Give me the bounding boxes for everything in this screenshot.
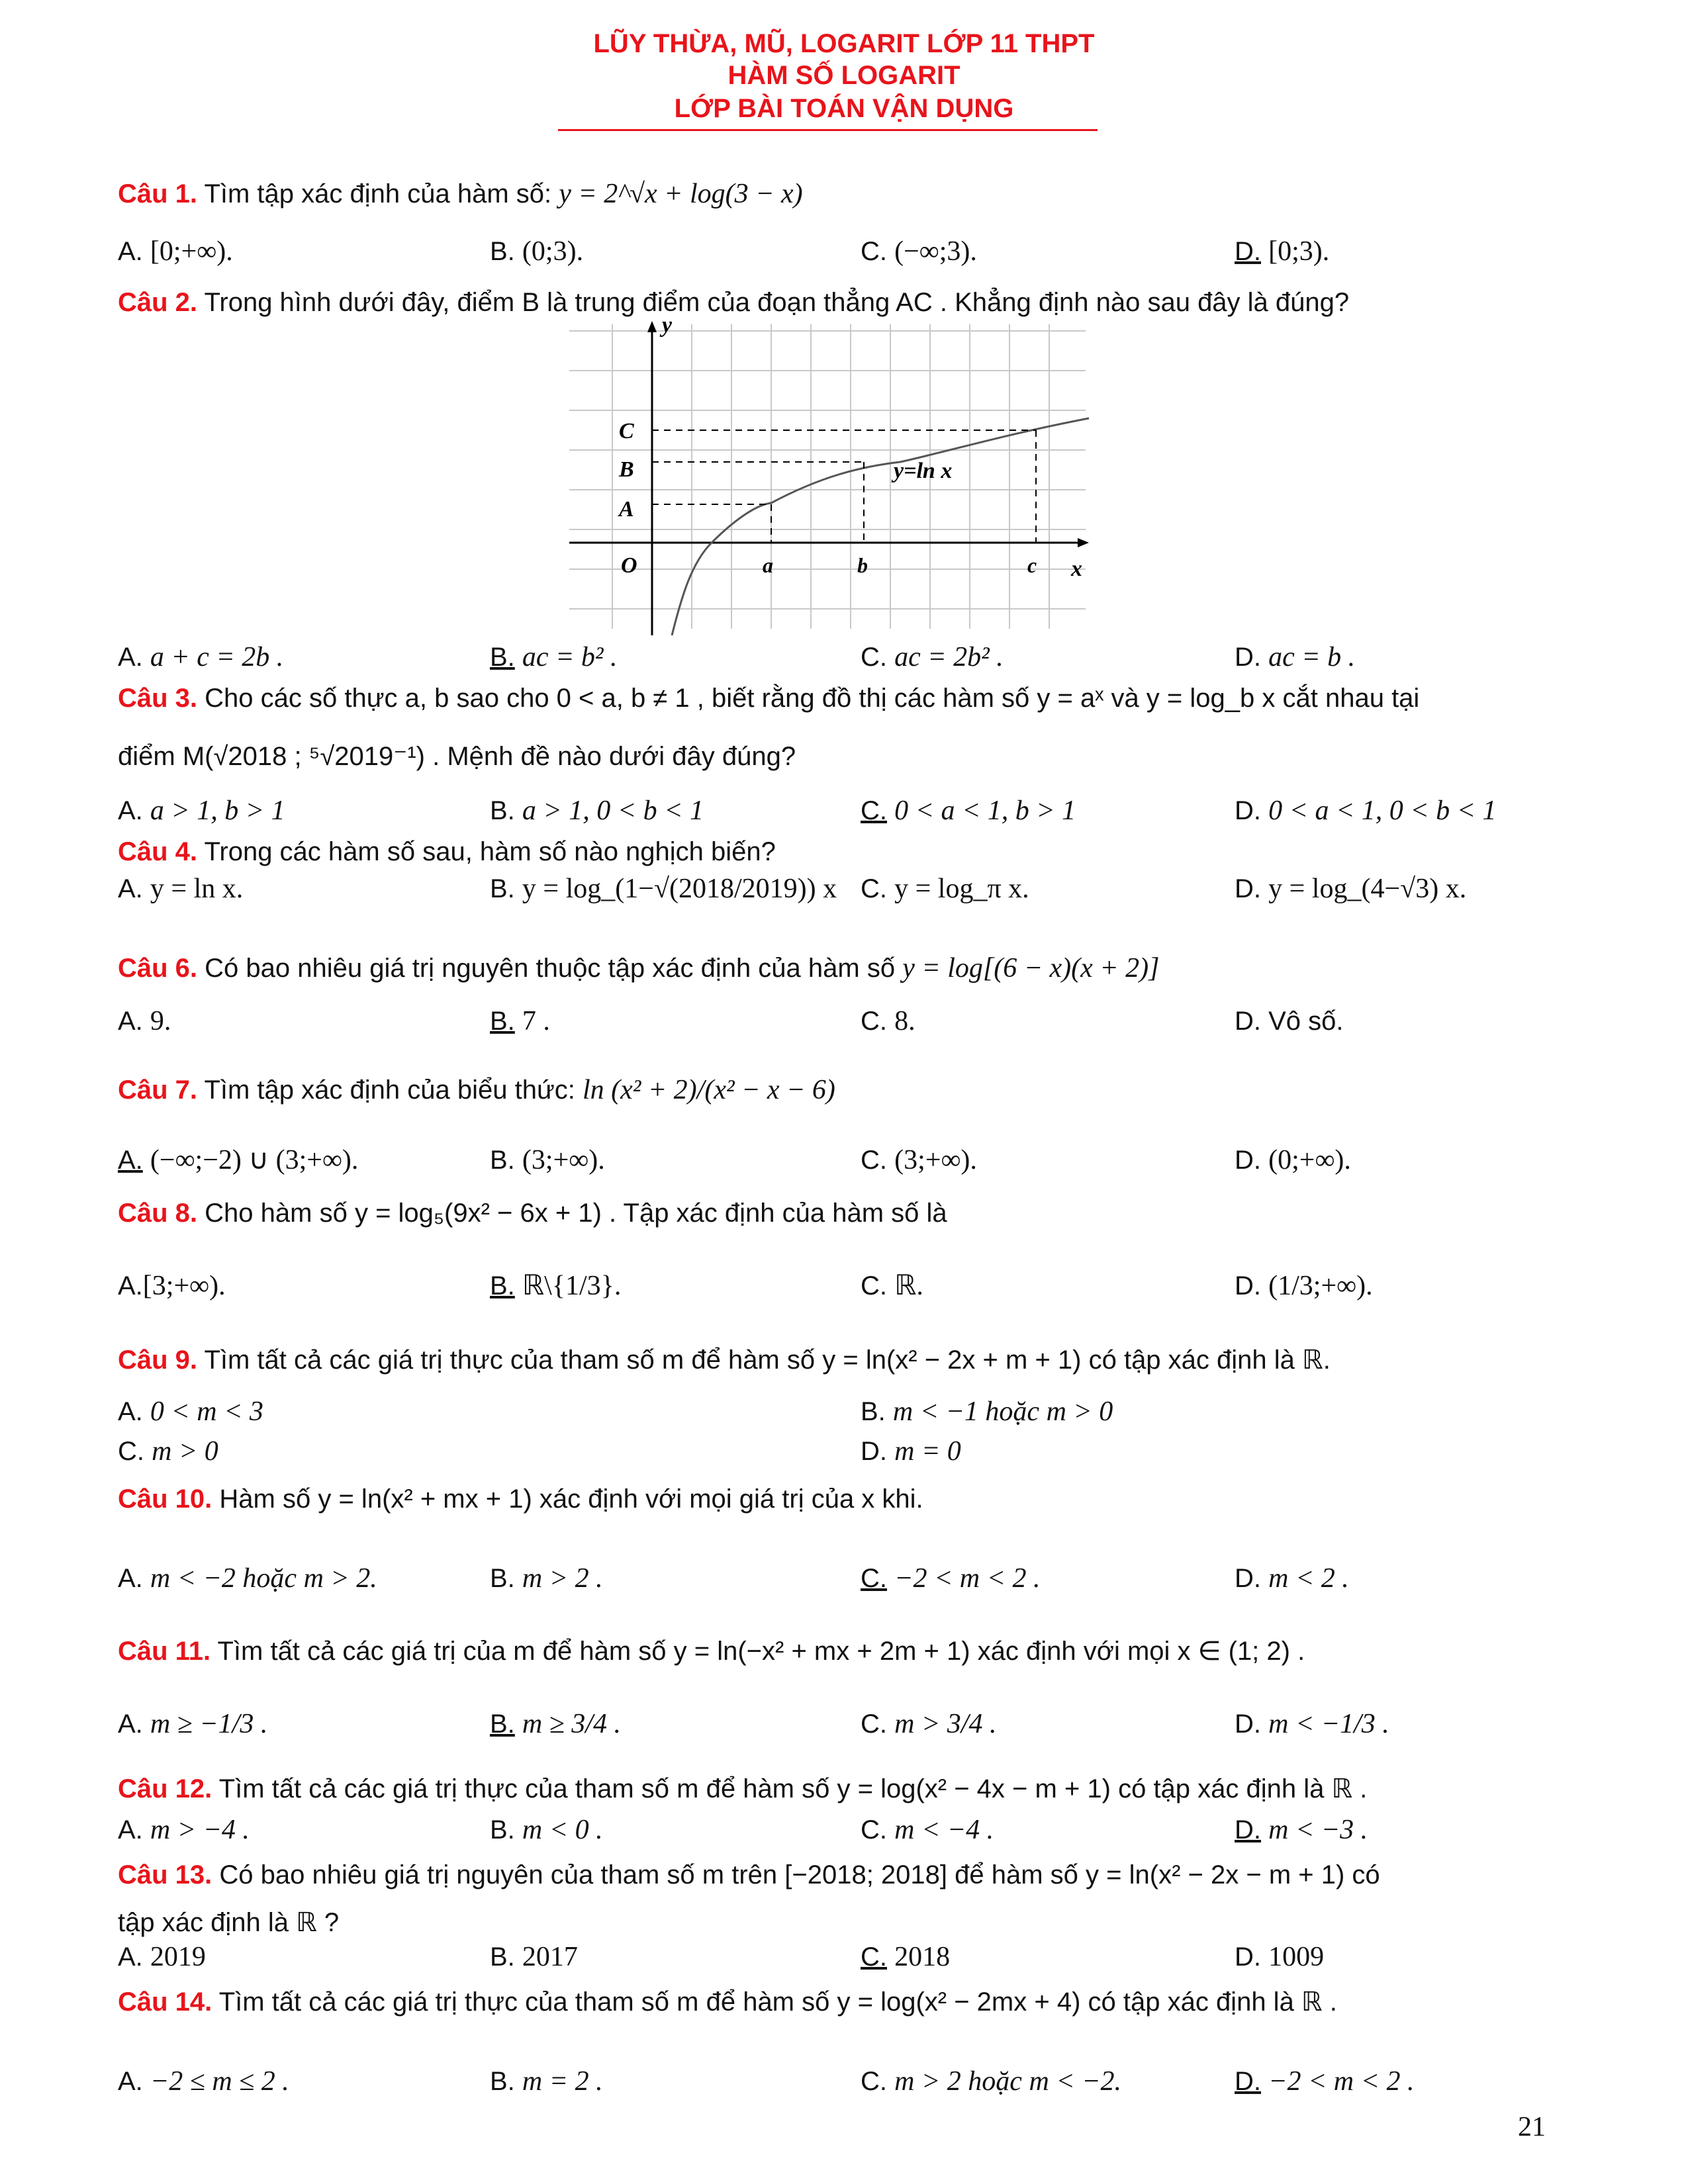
option-a: A. m < −2 hoặc m > 2. xyxy=(118,1563,377,1594)
question-7: Câu 7. Tìm tập xác định của biểu thức: ln (x² + 2)/(x² − x − 6) xyxy=(118,1075,835,1105)
y-axis-label: y xyxy=(662,318,673,338)
x-label-b: b xyxy=(857,553,868,577)
option-b: B. (0;3). xyxy=(490,236,584,267)
question-text: Tìm tập xác định của hàm số: xyxy=(204,179,552,208)
question-2: Câu 2. Trong hình dưới đây, điểm B là trung điểm của đoạn thẳng AC . Khẳng định nào sau đây là đúng? xyxy=(118,288,1350,317)
ln-graph xyxy=(556,318,1099,642)
ln-curve xyxy=(672,418,1089,635)
question-1 xyxy=(118,177,803,210)
question-10: Câu 10. Hàm số y = ln(x² + mx + 1) xác định với mọi giá trị của x khi. xyxy=(118,1484,923,1514)
option-a: A. [0;+∞). xyxy=(118,236,233,267)
option-c: C. m > 0 xyxy=(118,1436,218,1467)
question-13: Câu 13. Có bao nhiêu giá trị nguyên của tham số m trên [−2018; 2018] để hàm số y = ln(x² − 2x − m + 1) có xyxy=(118,1860,1380,1889)
option-a: A.[3;+∞). xyxy=(118,1271,226,1301)
option-c: C. (3;+∞). xyxy=(861,1145,977,1175)
origin-label: O xyxy=(621,553,637,578)
option-a: A. y = ln x. xyxy=(118,874,244,904)
page-number: 21 xyxy=(1518,2112,1546,2142)
option-c: C. y = log_π x. xyxy=(861,874,1029,904)
question-8: Câu 8. Cho hàm số y = log₅(9x² − 6x + 1) . Tập xác định của hàm số là xyxy=(118,1199,947,1228)
curve-label: y=ln x xyxy=(894,459,953,483)
option-c: C. m > 3/4 . xyxy=(861,1709,997,1739)
y-axis-arrow xyxy=(647,321,657,332)
question-14: Câu 14. Tìm tất cả các giá trị thực của tham số m để hàm số y = log(x² − 2mx + 4) có tập xác định là ℝ . xyxy=(118,1987,1337,2017)
question-expression: y = 2^√x + log(3 − x) xyxy=(559,179,803,209)
option-b: B. (3;+∞). xyxy=(490,1145,605,1175)
header-title-line2: HÀM SỐ LOGARIT xyxy=(727,61,961,90)
option-c: C. ac = 2b² . xyxy=(861,642,1004,672)
option-b: B. m ≥ 3/4 . xyxy=(490,1709,621,1739)
question-9: Câu 9. Tìm tất cả các giá trị thực của tham số m để hàm số y = ln(x² − 2x + m + 1) có tập xác định là ℝ. xyxy=(118,1345,1331,1375)
header-title-line1: LŨY THỪA, MŨ, LOGARIT LỚP 11 THPT xyxy=(593,29,1095,58)
option-d: D. m < 2 . xyxy=(1235,1563,1349,1594)
guide-lines xyxy=(652,430,1036,543)
option-b: B. m < 0 . xyxy=(490,1815,603,1845)
x-axis-arrow xyxy=(1078,538,1089,547)
option-a: A. a + c = 2b . xyxy=(118,642,284,672)
option-c: C. 2018 xyxy=(861,1942,951,1972)
point-label-b: B xyxy=(619,457,634,482)
x-label-a: a xyxy=(763,553,773,577)
option-b: B. m = 2 . xyxy=(490,2066,603,2097)
option-c: C. 8. xyxy=(861,1006,915,1036)
point-label-c: C xyxy=(619,419,634,443)
grid xyxy=(569,324,1086,629)
option-d: D. m < −1/3 . xyxy=(1235,1709,1389,1739)
option-b: B. 2017 xyxy=(490,1942,578,1972)
option-a: A. m ≥ −1/3 . xyxy=(118,1709,268,1739)
option-d: D. m = 0 xyxy=(861,1436,961,1467)
option-d: D. m < −3 . xyxy=(1235,1815,1368,1845)
x-label-c: c xyxy=(1027,553,1037,577)
header-underline xyxy=(558,129,1098,131)
option-b: B. m > 2 . xyxy=(490,1563,603,1594)
question-11: Câu 11. Tìm tất cả các giá trị của m để hàm số y = ln(−x² + mx + 2m + 1) xác định với mọi x ∈ (1; 2) . xyxy=(118,1637,1305,1666)
option-a: A. 9. xyxy=(118,1006,171,1036)
option-c: C. m > 2 hoặc m < −2. xyxy=(861,2066,1121,2097)
option-b: B. 7 . xyxy=(490,1006,550,1036)
option-d: D. −2 < m < 2 . xyxy=(1235,2066,1415,2097)
option-d: D. (0;+∞). xyxy=(1235,1145,1351,1175)
option-b: B. a > 1, 0 < b < 1 xyxy=(490,796,704,826)
option-c: C. ℝ. xyxy=(861,1271,923,1301)
point-label-a: A xyxy=(619,497,634,522)
option-a: A. −2 ≤ m ≤ 2 . xyxy=(118,2066,289,2097)
option-d: D. [0;3). xyxy=(1235,236,1330,267)
option-d: D. Vô số. xyxy=(1235,1007,1344,1036)
option-c: C. (−∞;3). xyxy=(861,236,977,267)
question-label: Câu 1. xyxy=(118,179,198,208)
question-13-line2: tập xác định là ℝ ? xyxy=(118,1908,340,1937)
question-3: Câu 3. Cho các số thực a, b sao cho 0 < a, b ≠ 1 , biết rằng đồ thị các hàm số y = aˣ và y = log_b x cắt nhau tại xyxy=(118,684,1420,713)
option-c: C. −2 < m < 2 . xyxy=(861,1563,1041,1594)
option-d: D. (1/3;+∞). xyxy=(1235,1271,1373,1301)
option-c: C. 0 < a < 1, b > 1 xyxy=(861,796,1076,826)
option-a: A. 0 < m < 3 xyxy=(118,1396,263,1427)
option-a: A. m > −4 . xyxy=(118,1815,250,1845)
option-d: D. ac = b . xyxy=(1235,642,1356,672)
option-b: B. ac = b² . xyxy=(490,642,618,672)
question-3-line2: điểm M(√2018 ; ⁵√2019⁻¹) . Mệnh đề nào dưới đây đúng? xyxy=(118,742,796,771)
option-a: A. a > 1, b > 1 xyxy=(118,796,285,826)
header-title-line3: LỚP BÀI TOÁN VẬN DỤNG xyxy=(674,94,1014,123)
x-axis-label: x xyxy=(1071,557,1082,581)
option-b: B. m < −1 hoặc m > 0 xyxy=(861,1396,1113,1427)
question-4: Câu 4. Trong các hàm số sau, hàm số nào nghịch biến? xyxy=(118,837,776,866)
option-c: C. m < −4 . xyxy=(861,1815,994,1845)
option-d: D. 0 < a < 1, 0 < b < 1 xyxy=(1235,796,1497,826)
option-a: A. 2019 xyxy=(118,1942,206,1972)
option-d: D. 1009 xyxy=(1235,1942,1325,1972)
option-b: B. y = log_(1−√(2018/2019)) x xyxy=(490,874,837,904)
question-6: Câu 6. Có bao nhiêu giá trị nguyên thuộc tập xác định của hàm số y = log[(6 − x)(x + 2)] xyxy=(118,953,1160,983)
option-b: B. ℝ\{1/3}. xyxy=(490,1271,622,1301)
option-d: D. y = log_(4−√3) x. xyxy=(1235,874,1467,904)
option-a: A. (−∞;−2) ∪ (3;+∞). xyxy=(118,1145,359,1175)
question-12: Câu 12. Tìm tất cả các giá trị thực của tham số m để hàm số y = log(x² − 4x − m + 1) có tập xác định là ℝ . xyxy=(118,1774,1368,1803)
